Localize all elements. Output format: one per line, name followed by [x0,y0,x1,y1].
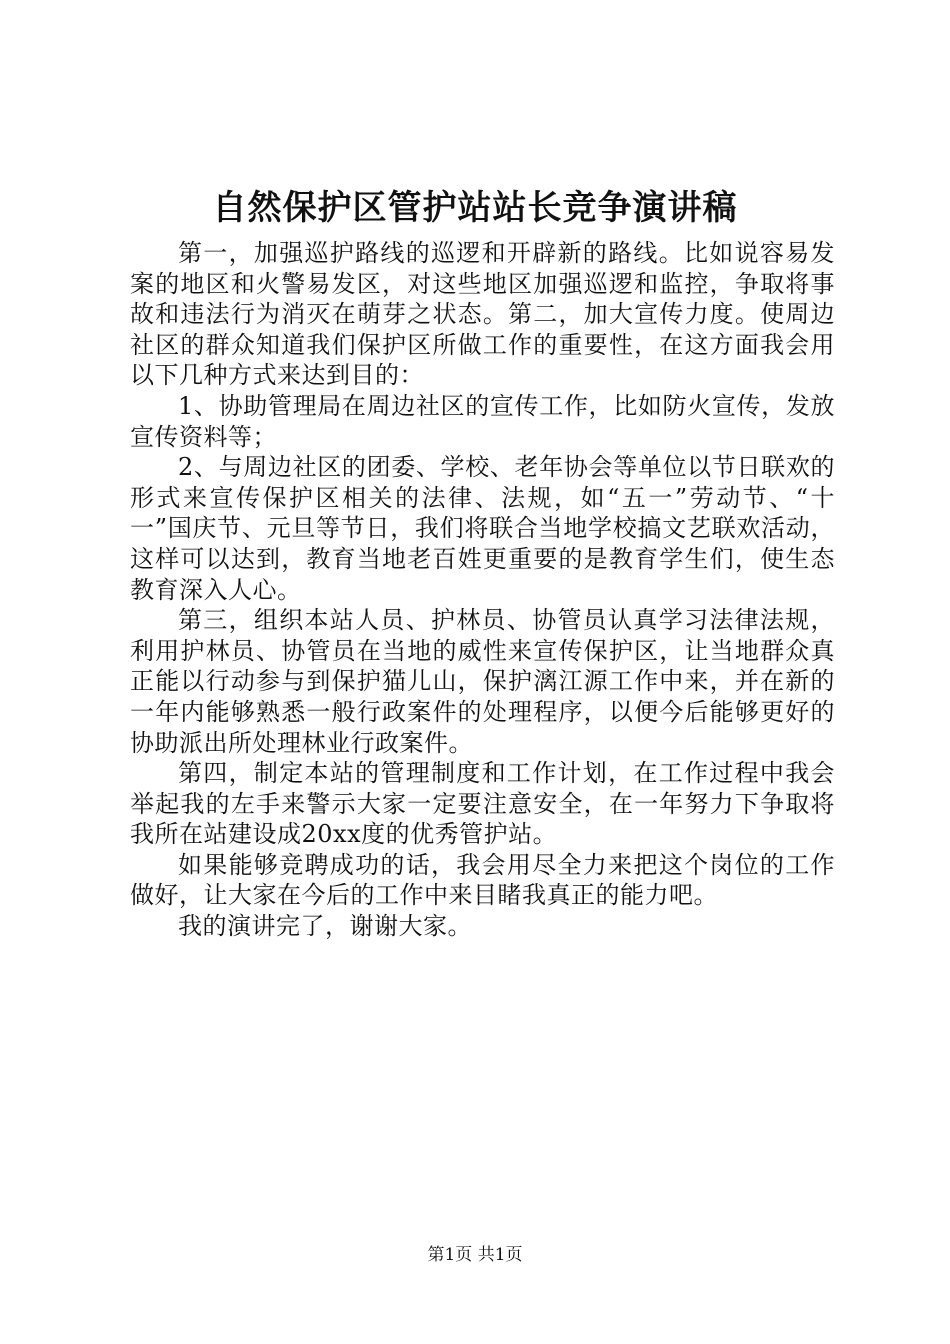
document-title: 自然保护区管护站站长竞争演讲稿 [212,188,738,228]
paragraph-patrol-and-publicity: 第一，加强巡护路线的巡逻和开辟新的路线。比如说容易发案的地区和火警易发区，对这些地区加强巡逻和监控，争取将事故和违法行为消灭在萌芽之状态。第二，加大宣传力度。使周边社区的群众知道我们保护区所做工作的重要性，在这方面我会用以下几种方式来达到目的： [130,239,835,390]
paragraph-third-point: 第三，组织本站人员、护林员、协管员认真学习法律法规，利用护林员、协管员在当地的威性来宣传保护区，让当地群众真正能以行动参与到保护猫儿山，保护漓江源工作中来，并在新的一年内能够熟悉一般行政案件的处理程序，以便今后能够更好的协助派出所处理林业行政案件。 [130,606,835,757]
list-item-2: 2、与周边社区的团委、学校、老年协会等单位以节日联欢的形式来宣传保护区相关的法律、法规，如“五一”劳动节、“十一”国庆节、元旦等节日，我们将联合当地学校搞文艺联欢活动，这样可以达到，教育当地老百姓更重要的是教育学生们，使生态教育深入人心。 [130,453,835,604]
paragraph-thanks: 我的演讲完了，谢谢大家。 [178,912,472,941]
document-body [130,238,835,942]
paragraph-closing-pledge: 如果能够竞聘成功的话，我会用尽全力来把这个岗位的工作做好，让大家在今后的工作中来目睹我真正的能力吧。 [130,850,835,910]
list-item-1: 1、协助管理局在周边社区的宣传工作，比如防火宣传，发放宣传资料等； [130,391,835,451]
paragraph-fourth-point: 第四，制定本站的管理制度和工作计划，在工作过程中我会举起我的左手来警示大家一定要注意安全，在一年努力下争取将我所在站建设成20xx度的优秀管护站。 [130,759,835,849]
page-number-footer: 第1页 共1页 [427,1245,523,1265]
